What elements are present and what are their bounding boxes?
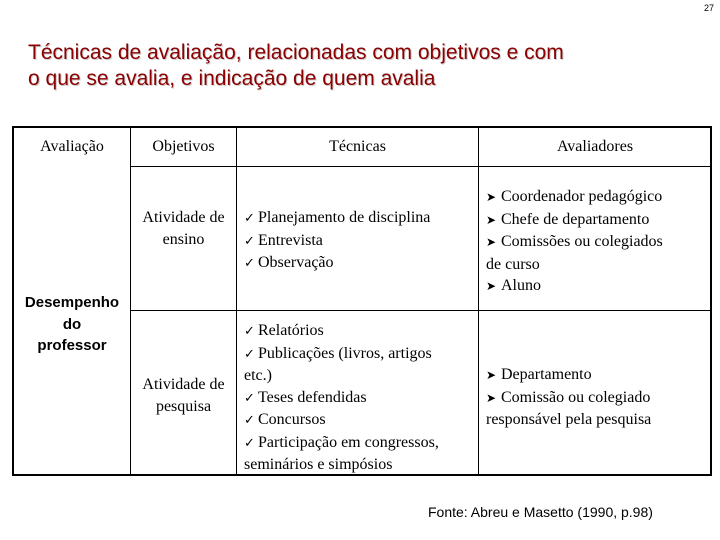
avaliadores-ensino-list [486,186,663,298]
row-divider-rule [130,310,712,311]
technique-item: ✓ Concursos [244,409,439,432]
arrowhead-icon: ➤ [486,390,497,405]
objetivo-ensino [131,207,236,250]
evaluator-item: ➤ Chefe de departamento [486,209,663,232]
evaluator-item: ➤ Comissão ou colegiado [486,387,651,410]
technique-item: ✓ Planejamento de disciplina [244,207,430,230]
check-icon: ✓ [244,390,255,406]
check-icon: ✓ [244,324,255,339]
header-rule [130,166,712,167]
arrowhead-icon: ➤ [486,212,497,227]
objetivo-pesquisa-line-2: pesquisa [155,397,212,415]
slide-title-line-2: o que se avalia, e indicação de quem avalia [28,67,436,90]
evaluator-item: ➤ Aluno [486,275,663,298]
arrowhead-icon: ➤ [486,279,497,293]
technique-item: ✓ Observação [244,252,430,275]
tecnicas-ensino-list [244,207,430,275]
slide-title [28,40,698,92]
page-number: 27 [703,3,714,13]
check-icon: ✓ [244,413,255,428]
avaliacao-line-1: Desempenho [24,294,120,311]
technique-item: ✓ Teses defendidas [244,387,439,410]
source-citation: Fonte: Abreu e Masetto (1990, p.98) [428,504,653,520]
technique-item-continuation: seminários e simpósios [244,456,393,473]
tecnicas-pesquisa-list [244,320,439,476]
check-icon: ✓ [244,346,255,362]
evaluator-item: ➤ Comissões ou colegiados [486,231,663,254]
arrowhead-icon: ➤ [486,235,497,249]
evaluator-item: ➤ Coordenador pedagógico [486,186,663,209]
avaliacao-cell [14,292,130,357]
arrowhead-icon: ➤ [486,190,497,204]
check-icon: ✓ [244,256,255,271]
slide-title-line-1: Técnicas de avaliação, relacionadas com objetivos e com [28,41,564,64]
header-avaliacao: Avaliação [40,138,104,155]
header-objetivos: Objetivos [152,138,215,155]
check-icon: ✓ [244,435,255,451]
technique-item: ✓ Publicações (livros, artigos [244,343,439,366]
avaliacao-line-2: do [62,315,82,333]
objetivo-pesquisa [131,374,236,417]
check-icon: ✓ [244,211,255,226]
technique-item: ✓ Entrevista [244,230,430,253]
objetivo-ensino-line-2: ensino [162,230,205,248]
evaluator-item: ➤ Departamento [486,364,651,387]
evaluator-item-continuation: de curso [486,255,540,273]
evaluator-item-continuation: responsável pela pesquisa [486,411,652,428]
header-tecnicas: Técnicas [329,138,386,155]
column-rule-3 [478,126,479,476]
objetivo-pesquisa-line-1: Atividade de [142,376,225,393]
technique-item: ✓ Relatórios [244,320,439,343]
check-icon: ✓ [244,233,255,249]
arrowhead-icon: ➤ [486,368,497,382]
column-rule-1 [130,126,131,476]
avaliadores-pesquisa-list [486,364,651,431]
technique-item-continuation: etc.) [244,367,272,384]
objetivo-ensino-line-1: Atividade de [142,209,225,226]
avaliacao-line-3: professor [37,337,107,354]
header-avaliadores: Avaliadores [556,138,634,155]
technique-item: ✓ Participação em congressos, [244,432,439,455]
column-rule-2 [236,126,237,476]
